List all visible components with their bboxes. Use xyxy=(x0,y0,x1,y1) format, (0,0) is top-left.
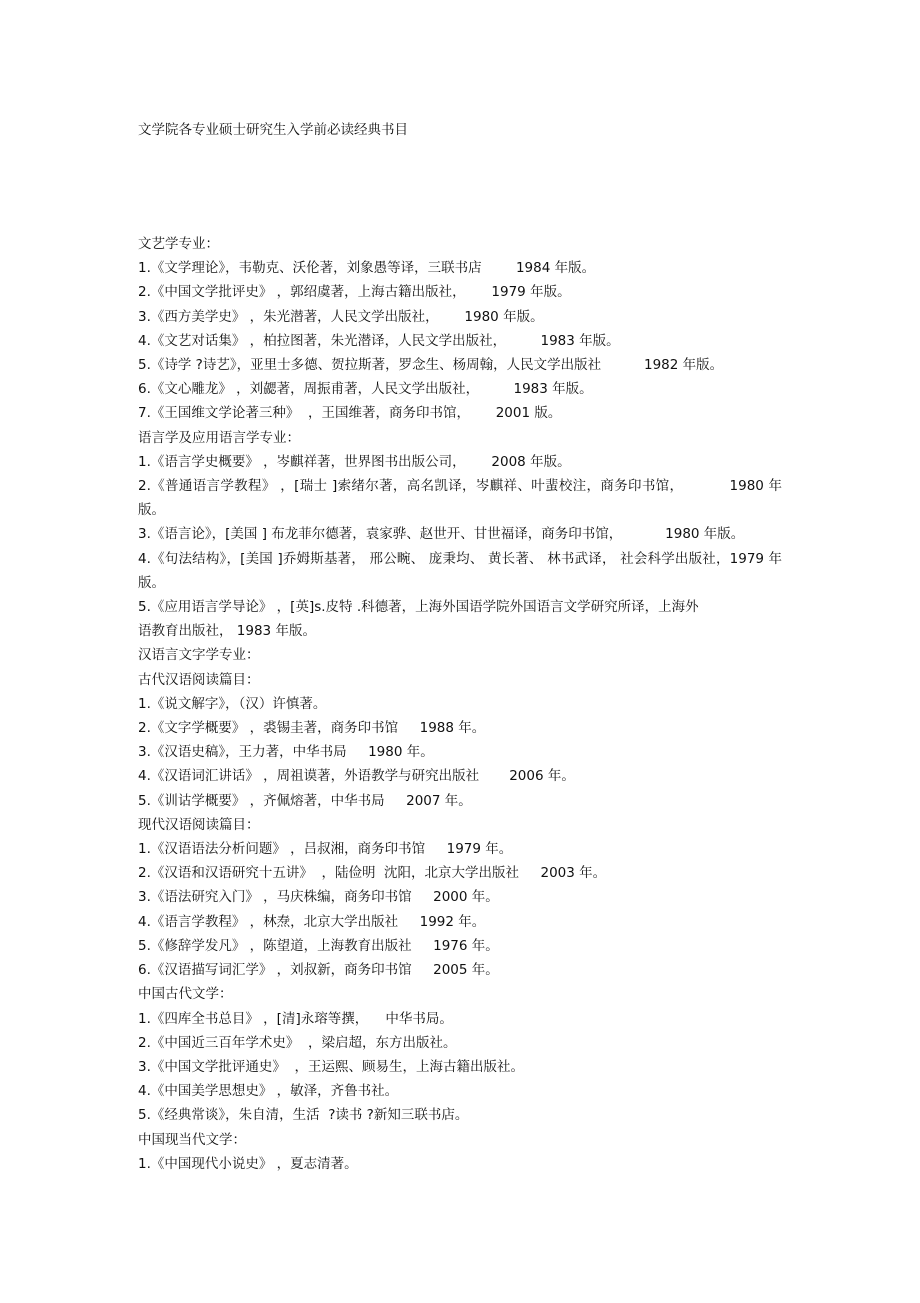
section-heading: 中国现当代文学： xyxy=(138,1131,246,1148)
list-item: 4.《中国美学思想史》 ，敏泽，齐鲁书社。 xyxy=(138,1083,399,1100)
section-heading: 文艺学专业： xyxy=(138,236,219,252)
book-list xyxy=(138,232,782,1176)
list-item: 4.《语言学教程》 ，林焘，北京大学出版社 1992 年。 xyxy=(138,913,486,930)
list-item: 2.《文字学概要》 ，裘锡圭著，商务印书馆 1988 年。 xyxy=(138,720,486,737)
list-item: 6.《文心雕龙》 ，刘勰著，周振甫著，人民文学出版社， 1983 年版。 xyxy=(138,381,593,398)
list-item: 2.《汉语和汉语研究十五讲》 ，陆俭明 沈阳，北京大学出版社 2003 年。 xyxy=(138,865,607,882)
section-heading: 古代汉语阅读篇目： xyxy=(138,671,260,688)
list-item: 1.《语言学史概要》 ，岑麒祥著，世界图书出版公司， 2008 年版。 xyxy=(138,453,571,470)
list-item: 1.《四库全书总目》 ，[清]永瑢等撰， 中华书局。 xyxy=(138,1010,453,1027)
document-title: 文学院各专业硕士研究生入学前必读经典书目 xyxy=(138,122,408,138)
list-item: 6.《汉语描写词汇学》 ，刘叔新，商务印书馆 2005 年。 xyxy=(138,962,499,979)
list-item: 2.《中国文学批评史》 ，郭绍虞著，上海古籍出版社， 1979 年版。 xyxy=(138,284,571,301)
list-item: 7.《王国维文学论著三种》 ，王国维著，商务印书馆， 2001 版。 xyxy=(138,405,562,422)
list-item: 4.《汉语词汇讲话》 ，周祖谟著，外语教学与研究出版社 2006 年。 xyxy=(138,768,575,785)
list-item: 1.《说文解字》，（汉）许慎著。 xyxy=(138,695,327,712)
list-item: 2.《中国近三百年学术史》 ，梁启超，东方出版社。 xyxy=(138,1034,457,1051)
list-item: 1.《中国现代小说史》 ，夏志清著。 xyxy=(138,1155,358,1172)
section-heading: 语言学及应用语言学专业： xyxy=(138,429,300,446)
section-heading: 现代汉语阅读篇目： xyxy=(138,816,260,833)
list-item: 3.《语法研究入门》 ，马庆株编，商务印书馆 2000 年。 xyxy=(138,889,499,906)
list-item: 3.《西方美学史》 ，朱光潜著，人民文学出版社， 1980 年版。 xyxy=(138,308,544,325)
list-item: 4.《文艺对话集》 ，柏拉图著，朱光潜译，人民文学出版社， 1983 年版。 xyxy=(138,332,620,349)
list-item: 5.《诗学 ?诗艺》，亚里士多德、贺拉斯著，罗念生、杨周翰，人民文学出版社 1982 年版。 xyxy=(138,357,724,374)
list-item: 3.《语言论》，[美国 ] 布龙菲尔德著，袁家骅、赵世开、甘世福译，商务印书馆， 1980 年版。 xyxy=(138,526,745,543)
list-item: 2.《普通语言学教程》 ，[瑞士 ]索绪尔著，高名凯译，岑麒祥、叶蜚校注，商务印书馆， 1980 年版。 xyxy=(138,478,782,519)
list-item: 5.《修辞学发凡》 ，陈望道，上海教育出版社 1976 年。 xyxy=(138,937,499,954)
list-item: 3.《中国文学批评通史》 ，王运熙、顾易生，上海古籍出版社。 xyxy=(138,1058,524,1075)
list-item: 5.《经典常谈》，朱自清，生活 ?读书 ?新知三联书店。 xyxy=(138,1107,469,1124)
list-item: 1.《汉语语法分析问题》 ，吕叔湘，商务印书馆 1979 年。 xyxy=(138,841,513,858)
list-item: 5.《应用语言学导论》 ，[英]s.皮特 .科德著，上海外国语学院外国语言文学研究所译，上海外 xyxy=(138,599,699,616)
section-heading: 汉语言文字学专业： xyxy=(138,647,260,664)
list-item: 4.《句法结构》，[美国 ]乔姆斯基著， 邢公畹、 庞秉均、 黄长著、 林书武译， 社会科学出版社，1979 年版。 xyxy=(138,550,782,591)
list-item: 语教育出版社， 1983 年版。 xyxy=(138,623,316,640)
section-heading: 中国古代文学： xyxy=(138,986,233,1003)
list-item: 5.《训诂学概要》 ，齐佩熔著，中华书局 2007 年。 xyxy=(138,792,472,809)
list-item: 1.《文学理论》，韦勒克、沃伦著，刘象愚等译，三联书店 1984 年版。 xyxy=(138,260,596,277)
list-item: 3.《汉语史稿》，王力著，中华书局 1980 年。 xyxy=(138,744,434,761)
